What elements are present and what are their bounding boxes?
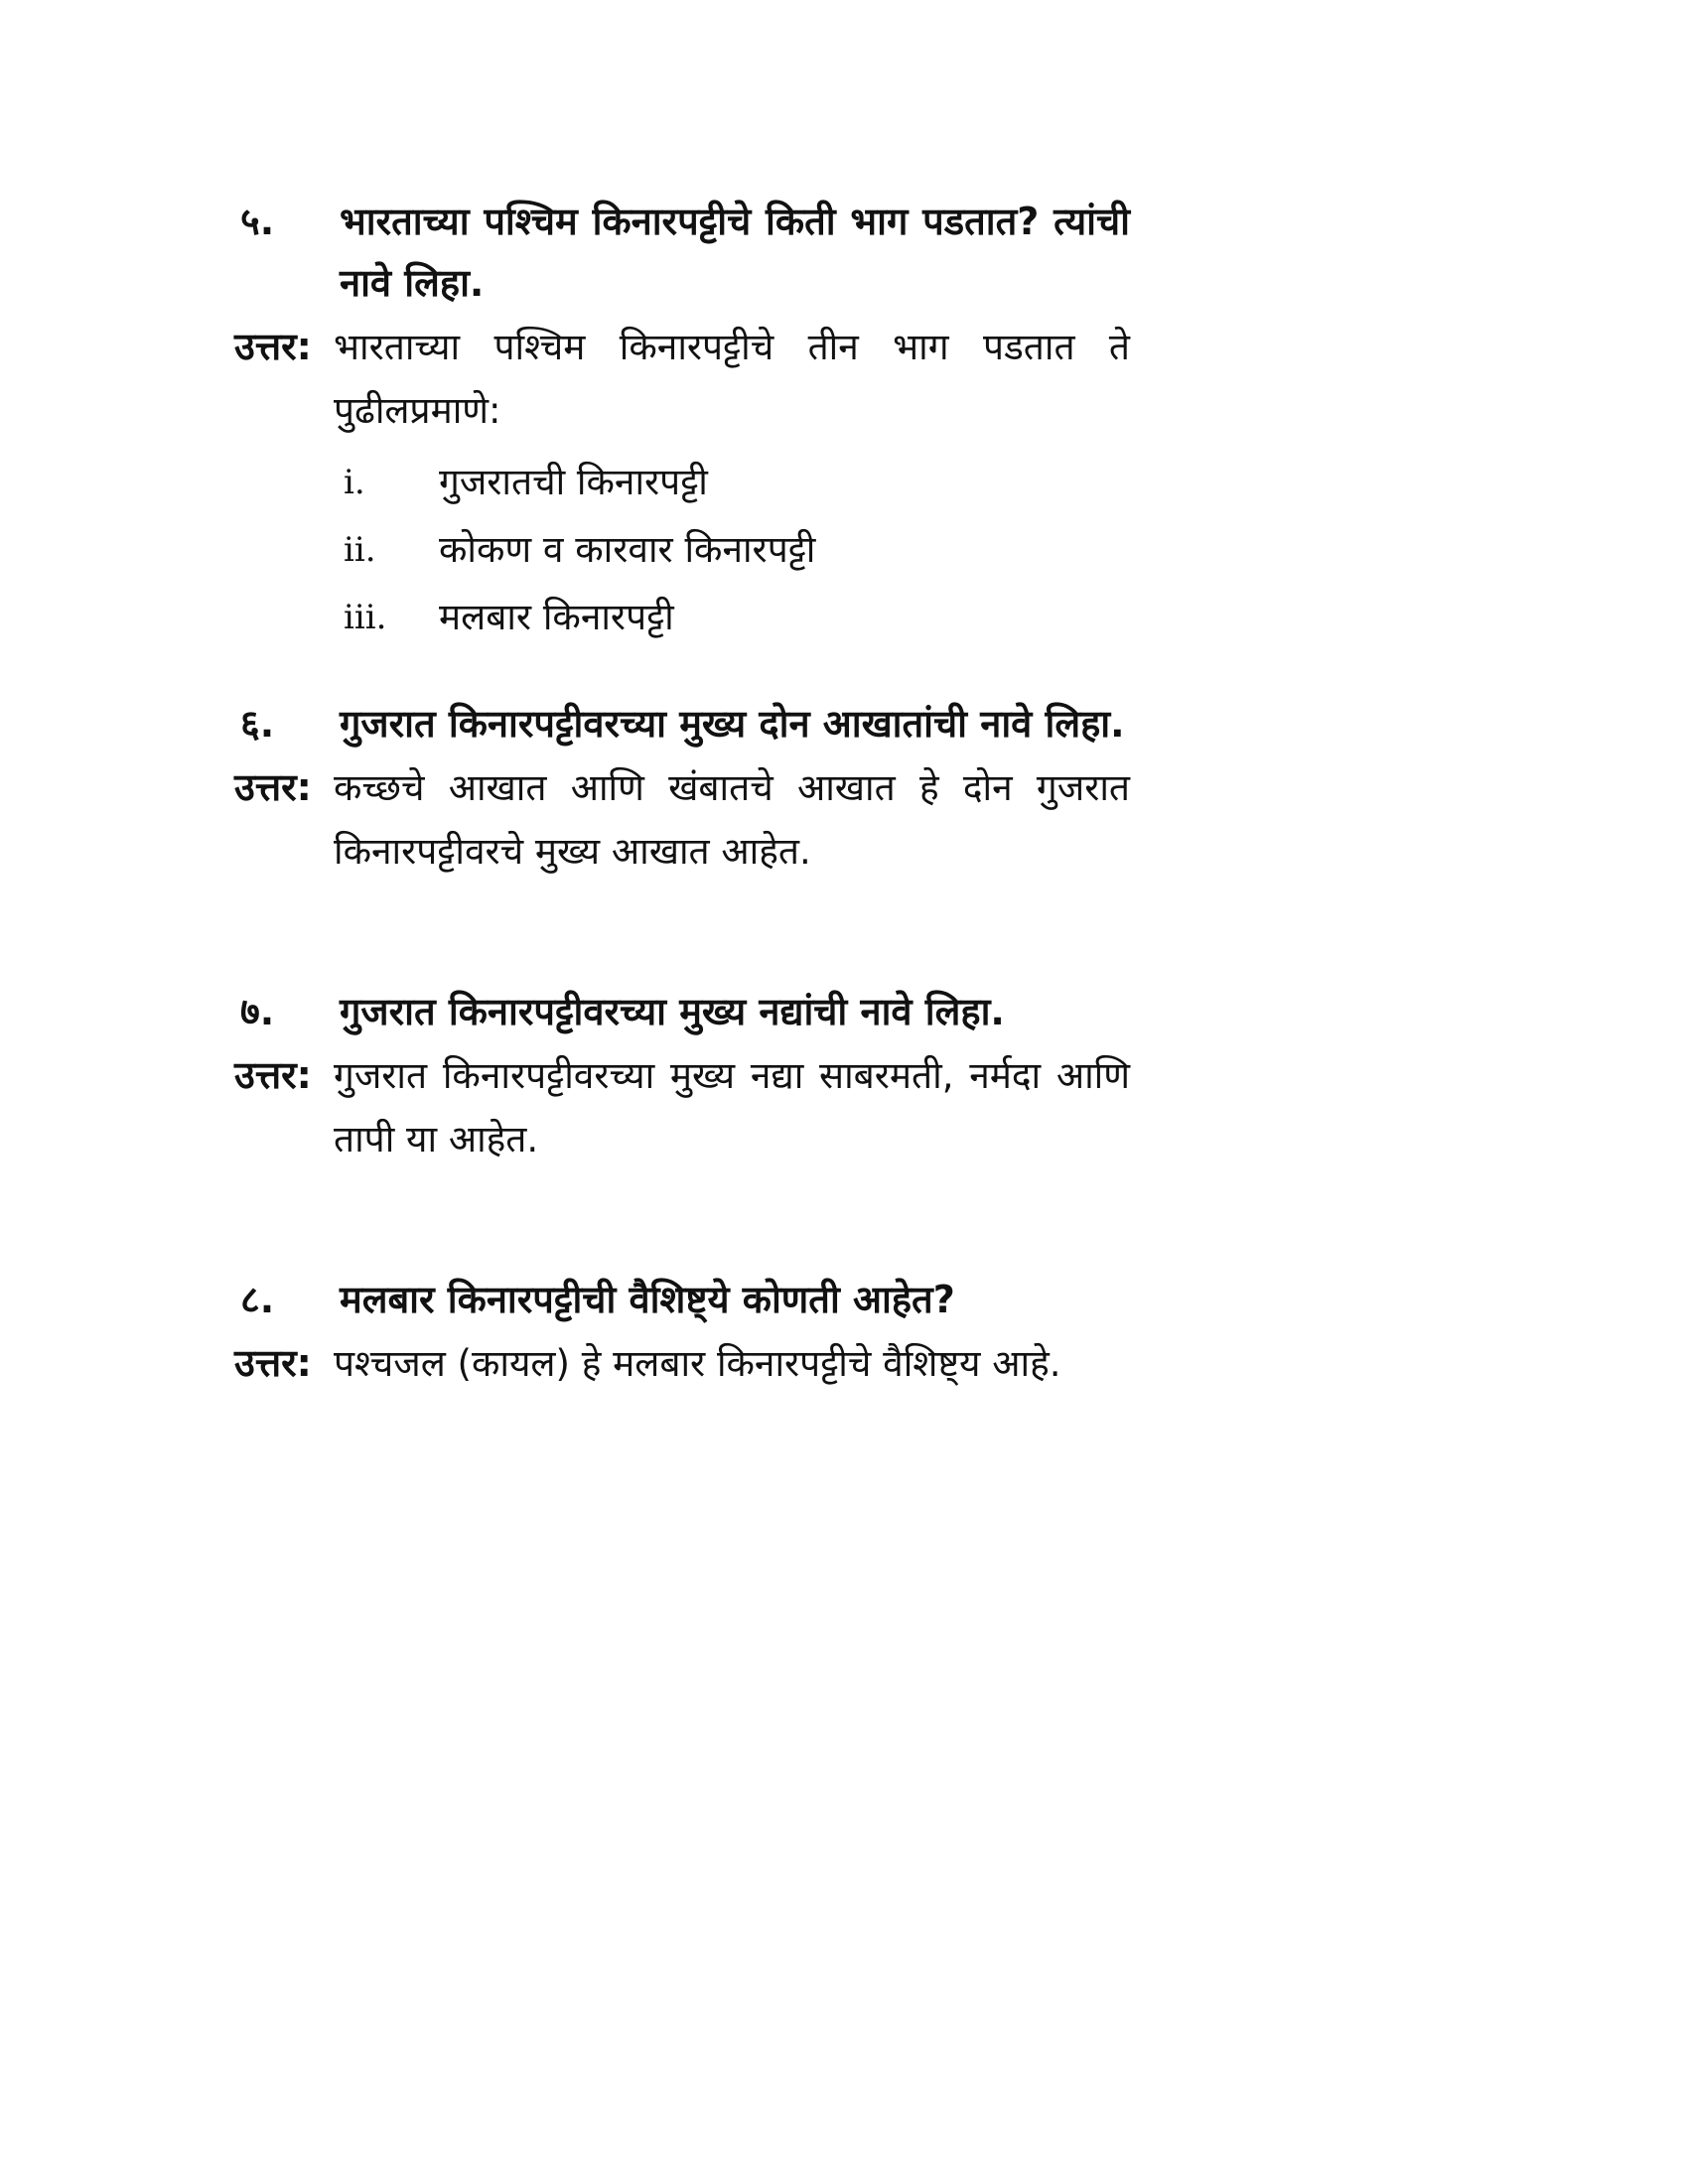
answer-text: पश्चजल (कायल) हे मलबार किनारपट्टीचे वैशिष्ट्य आहे. — [334, 1342, 1061, 1385]
question-number: ६. — [240, 702, 275, 746]
answer-label: उत्तर: — [234, 1053, 312, 1097]
list-marker: iii. — [344, 598, 387, 637]
answer-text: कच्छचे आखात आणि खंबातचे आखात हे दोन गुजरात किनारपट्टीवरचे मुख्य आखात आहेत. — [334, 766, 1130, 873]
answer-label: उत्तर: — [234, 1341, 312, 1385]
answer-label: उत्तर: — [234, 325, 312, 368]
question-text: गुजरात किनारपट्टीवरच्या मुख्य नद्यांची नावे लिहा. — [340, 990, 1005, 1033]
question-number: ८. — [240, 1278, 275, 1321]
question-block-7 — [236, 981, 1130, 1171]
question-block-6 — [236, 693, 1130, 884]
question-block-5 — [236, 191, 1130, 651]
list-item-text: कोकण व कारवार किनारपट्टी — [439, 528, 816, 571]
list-item — [340, 449, 1130, 516]
answer-row — [234, 1044, 1130, 1171]
list-marker: i. — [344, 463, 365, 502]
question-row — [236, 981, 1130, 1042]
list-item — [340, 516, 1130, 584]
question-block-8 — [236, 1269, 1130, 1396]
question-number: ५. — [240, 200, 275, 243]
list-item — [340, 584, 1130, 651]
answer-row — [234, 316, 1130, 443]
answer-text: भारताच्या पश्चिम किनारपट्टीचे तीन भाग पडतात ते पुढीलप्रमाणे: — [334, 326, 1130, 432]
answer-text: गुजरात किनारपट्टीवरच्या मुख्य नद्या साबरमती, नर्मदा आणि तापी या आहेत. — [334, 1054, 1130, 1160]
question-row — [236, 693, 1130, 754]
question-text: मलबार किनारपट्टीची वैशिष्ट्ये कोणती आहेत? — [340, 1278, 955, 1321]
list-item-text: गुजरातची किनारपट्टी — [439, 461, 708, 503]
question-number: ७. — [240, 990, 275, 1033]
list-marker: ii. — [344, 530, 376, 570]
question-text: भारताच्या पश्चिम किनारपट्टीचे किती भाग पडतात? त्यांची नावे लिहा. — [340, 200, 1130, 305]
list-item-text: मलबार किनारपट्टी — [439, 596, 674, 638]
answer-label: उत्तर: — [234, 765, 312, 809]
question-row — [236, 1269, 1130, 1330]
answer-row — [234, 1332, 1130, 1396]
answer-row — [234, 756, 1130, 884]
question-text: गुजरात किनारपट्टीवरच्या मुख्य दोन आखातांची नावे लिहा. — [340, 702, 1125, 746]
question-row — [236, 191, 1130, 314]
answer-list — [340, 449, 1130, 651]
